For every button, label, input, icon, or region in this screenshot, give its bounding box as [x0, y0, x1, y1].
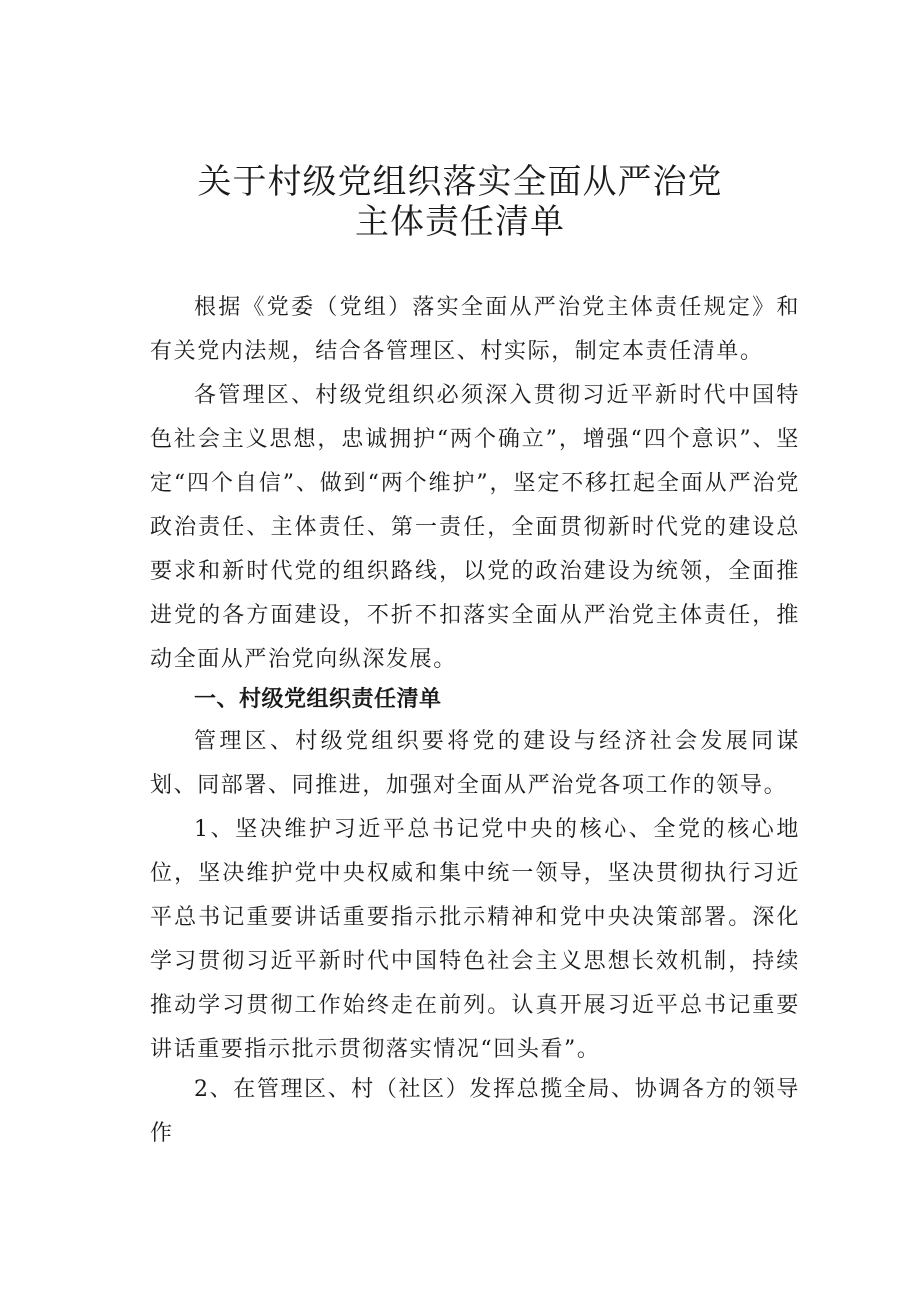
- item1-paragraph: 1、坚决维护习近平总书记党中央的核心、全党的核心地位，坚决维护党中央权威和集中统一领导，坚决贯彻执行习近平总书记重要讲话重要指示批示精神和党中央决策部署。深化学习贯彻习近平新时代中国特色社会主义思想长效机制，持续推动学习贯彻工作始终走在前列。认真开展习近平总书记重要讲话重要指示批示贯彻落实情况“回头看”。: [150, 817, 800, 1062]
- section1-intro-paragraph: 管理区、村级党组织要将党的建设与经济社会发展同谋划、同部署、同推进，加强对全面从严治党各项工作的领导。: [150, 729, 800, 798]
- document-title-line1: 关于村级党组织落实全面从严治党: [197, 162, 723, 202]
- item2-paragraph: 2、在管理区、村（社区）发挥总揽全局、协调各方的领导作: [150, 1077, 800, 1146]
- general-requirements-paragraph: 各管理区、村级党组织必须深入贯彻习近平新时代中国特色社会主义思想，忠诚拥护“两个确立”，增强“四个意识”、坚定“四个自信”、做到“两个维护”，坚定不移扛起全面从严治党政治责任、主体责任、第一责任，全面贯彻新时代党的建设总要求和新时代党的组织路线，以党的政治建设为统领，全面推进党的各方面建设，不折不扣落实全面从严治党主体责任，推动全面从严治党向纵深发展。: [150, 383, 800, 672]
- document-title-line2: 主体责任清单: [355, 202, 565, 242]
- section1-heading: 一、村级党组织责任清单: [194, 687, 442, 712]
- intro-paragraph: 根据《党委（党组）落实全面从严治党主体责任规定》和有关党内法规，结合各管理区、村实际，制定本责任清单。: [150, 295, 800, 364]
